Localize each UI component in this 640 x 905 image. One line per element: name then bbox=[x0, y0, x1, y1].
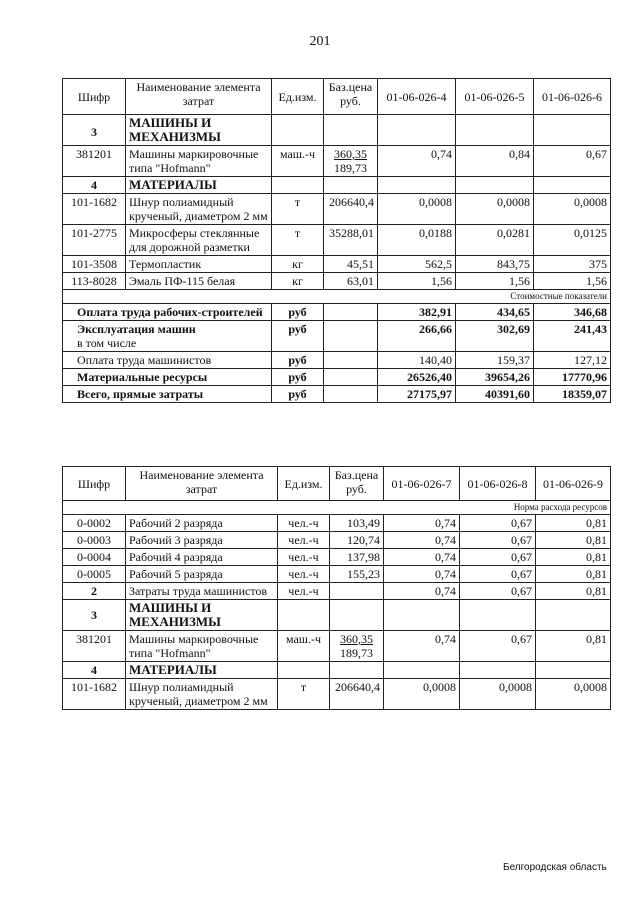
row-value-3: 375 bbox=[534, 256, 611, 273]
total-name: Оплата труда рабочих-строителей bbox=[63, 304, 272, 321]
col-header-unit: Ед.изм. bbox=[272, 79, 324, 115]
col-header-price: Баз.цена руб. bbox=[330, 467, 384, 501]
table-row bbox=[63, 194, 611, 225]
col-header-norm-3: 01-06-026-6 bbox=[534, 79, 611, 115]
row-price: 63,01 bbox=[324, 273, 378, 290]
row-price: 103,49 bbox=[330, 515, 384, 532]
row-value-1: 1,56 bbox=[378, 273, 456, 290]
section-title: МАШИНЫ И МЕХАНИЗМЫ bbox=[126, 600, 278, 631]
col-header-norm-3: 01-06-026-9 bbox=[536, 467, 611, 501]
row-price: 206640,4 bbox=[324, 194, 378, 225]
row-value-2: 0,67 bbox=[460, 566, 536, 583]
col-header-name: Наименование элемента затрат bbox=[126, 467, 278, 501]
section-number: 2 bbox=[63, 583, 126, 600]
row-value-1: 0,0008 bbox=[378, 194, 456, 225]
table-row bbox=[63, 566, 611, 583]
col-header-norm-2: 01-06-026-5 bbox=[456, 79, 534, 115]
row-code: 381201 bbox=[63, 146, 126, 177]
row-name: Шнур полиамидный крученый, диаметром 2 мм bbox=[126, 679, 278, 710]
row-value-3: 0,0125 bbox=[534, 225, 611, 256]
row-value-3: 0,0008 bbox=[534, 194, 611, 225]
table-row bbox=[63, 631, 611, 662]
row-value-2: 0,0008 bbox=[456, 194, 534, 225]
row-value-3: 0,81 bbox=[536, 532, 611, 549]
total-row bbox=[63, 369, 611, 386]
section-number: 3 bbox=[63, 115, 126, 146]
cost-indicators-label: Стоимостные показатели bbox=[63, 290, 611, 304]
row-name: Машины маркировочные типа "Hofmann" bbox=[126, 631, 278, 662]
table-header-row bbox=[63, 467, 611, 501]
table-row bbox=[63, 679, 611, 710]
row-code: 101-3508 bbox=[63, 256, 126, 273]
row-name: Машины маркировочные типа "Hofmann" bbox=[126, 146, 272, 177]
row-value-2: 0,67 bbox=[460, 583, 536, 600]
table-row bbox=[63, 532, 611, 549]
row-value-1: 0,74 bbox=[384, 583, 460, 600]
table-row bbox=[63, 146, 611, 177]
row-price: 137,98 bbox=[330, 549, 384, 566]
row-name: Рабочий 3 разряда bbox=[126, 532, 278, 549]
row-value-3: 0,81 bbox=[536, 566, 611, 583]
col-header-code: Шифр bbox=[63, 79, 126, 115]
table-header-row bbox=[63, 79, 611, 115]
row-value-2: 0,67 bbox=[460, 631, 536, 662]
row-value-2: 843,75 bbox=[456, 256, 534, 273]
row-value-1: 0,0008 bbox=[384, 679, 460, 710]
row-price: 45,51 bbox=[324, 256, 378, 273]
section-row bbox=[63, 662, 611, 679]
row-unit: чел.-ч bbox=[278, 583, 330, 600]
row-name: Затраты труда машинистов bbox=[126, 583, 278, 600]
row-unit: чел.-ч bbox=[278, 515, 330, 532]
row-name: Рабочий 4 разряда bbox=[126, 549, 278, 566]
row-unit: кг bbox=[272, 273, 324, 290]
row-value-2: 0,0008 bbox=[460, 679, 536, 710]
row-value-3: 0,67 bbox=[534, 146, 611, 177]
total-name: Всего, прямые затраты bbox=[63, 386, 272, 403]
row-value-1: 0,74 bbox=[378, 146, 456, 177]
total-value-2: 434,65 bbox=[456, 304, 534, 321]
total-name: Оплата труда машинистов bbox=[63, 352, 272, 369]
total-value-2: 39654,26 bbox=[456, 369, 534, 386]
table-row bbox=[63, 549, 611, 566]
total-row bbox=[63, 352, 611, 369]
row-code: 113-8028 bbox=[63, 273, 126, 290]
row-value-2: 0,0281 bbox=[456, 225, 534, 256]
total-unit: руб bbox=[272, 352, 324, 369]
section-number: 3 bbox=[63, 600, 126, 631]
table-row bbox=[63, 256, 611, 273]
row-unit: чел.-ч bbox=[278, 532, 330, 549]
row-name: Рабочий 2 разряда bbox=[126, 515, 278, 532]
row-unit: т bbox=[278, 679, 330, 710]
row-code: 101-1682 bbox=[63, 679, 126, 710]
total-name: Эксплуатация машин в том числе bbox=[63, 321, 272, 352]
total-value-3: 18359,07 bbox=[534, 386, 611, 403]
row-value-3: 0,81 bbox=[536, 583, 611, 600]
section-title: МАТЕРИАЛЫ bbox=[126, 662, 278, 679]
row-price: 206640,4 bbox=[330, 679, 384, 710]
row-value-3: 0,0008 bbox=[536, 679, 611, 710]
row-unit: чел.-ч bbox=[278, 566, 330, 583]
row-value-3: 0,81 bbox=[536, 515, 611, 532]
total-value-3: 17770,96 bbox=[534, 369, 611, 386]
row-code: 0-0004 bbox=[63, 549, 126, 566]
col-header-price: Баз.цена руб. bbox=[324, 79, 378, 115]
total-value-1: 26526,40 bbox=[378, 369, 456, 386]
section-number: 4 bbox=[63, 177, 126, 194]
row-value-1: 0,74 bbox=[384, 631, 460, 662]
row-value-1: 0,74 bbox=[384, 566, 460, 583]
row-code: 0-0005 bbox=[63, 566, 126, 583]
total-unit: руб bbox=[272, 321, 324, 352]
row-price: 360,35 189,73 bbox=[330, 631, 384, 662]
section-row bbox=[63, 583, 611, 600]
row-price: 35288,01 bbox=[324, 225, 378, 256]
col-header-norm-1: 01-06-026-4 bbox=[378, 79, 456, 115]
row-value-3: 1,56 bbox=[534, 273, 611, 290]
total-value-3: 127,12 bbox=[534, 352, 611, 369]
total-value-1: 382,91 bbox=[378, 304, 456, 321]
row-price: 360,35 189,73 bbox=[324, 146, 378, 177]
row-code: 381201 bbox=[63, 631, 126, 662]
row-name: Шнур полиамидный крученый, диаметром 2 мм bbox=[126, 194, 272, 225]
total-value-1: 27175,97 bbox=[378, 386, 456, 403]
col-header-code: Шифр bbox=[63, 467, 126, 501]
total-unit: руб bbox=[272, 369, 324, 386]
row-unit: маш.-ч bbox=[272, 146, 324, 177]
row-unit: т bbox=[272, 194, 324, 225]
total-unit: руб bbox=[272, 386, 324, 403]
resource-table-2 bbox=[62, 466, 611, 710]
row-price: 120,74 bbox=[330, 532, 384, 549]
total-value-2: 159,37 bbox=[456, 352, 534, 369]
table-row bbox=[63, 273, 611, 290]
footer-region: Белгородская область bbox=[503, 862, 607, 873]
row-code: 0-0002 bbox=[63, 515, 126, 532]
table-row bbox=[63, 225, 611, 256]
row-value-1: 0,74 bbox=[384, 515, 460, 532]
row-price: 155,23 bbox=[330, 566, 384, 583]
total-row bbox=[63, 321, 611, 352]
norm-label: Норма расхода ресурсов bbox=[63, 501, 611, 515]
section-row bbox=[63, 600, 611, 631]
row-name: Микросферы стеклянные для дорожной разметки bbox=[126, 225, 272, 256]
col-header-name: Наименование элемента затрат bbox=[126, 79, 272, 115]
total-value-2: 40391,60 bbox=[456, 386, 534, 403]
norm-label-row bbox=[63, 501, 611, 515]
row-value-1: 0,0188 bbox=[378, 225, 456, 256]
row-code: 101-1682 bbox=[63, 194, 126, 225]
col-header-norm-1: 01-06-026-7 bbox=[384, 467, 460, 501]
row-unit: т bbox=[272, 225, 324, 256]
row-value-3: 0,81 bbox=[536, 631, 611, 662]
row-value-1: 0,74 bbox=[384, 549, 460, 566]
row-unit: чел.-ч bbox=[278, 549, 330, 566]
total-value-1: 266,66 bbox=[378, 321, 456, 352]
total-name: Материальные ресурсы bbox=[63, 369, 272, 386]
page-number: 201 bbox=[309, 34, 331, 49]
section-number: 4 bbox=[63, 662, 126, 679]
resource-table-1 bbox=[62, 78, 611, 403]
total-value-3: 346,68 bbox=[534, 304, 611, 321]
cost-label-row bbox=[63, 290, 611, 304]
row-code: 101-2775 bbox=[63, 225, 126, 256]
row-unit: кг bbox=[272, 256, 324, 273]
row-value-2: 0,67 bbox=[460, 532, 536, 549]
row-value-2: 0,84 bbox=[456, 146, 534, 177]
table-row bbox=[63, 515, 611, 532]
row-unit: маш.-ч bbox=[278, 631, 330, 662]
row-code: 0-0003 bbox=[63, 532, 126, 549]
section-title: МАШИНЫ И МЕХАНИЗМЫ bbox=[126, 115, 272, 146]
row-name: Рабочий 5 разряда bbox=[126, 566, 278, 583]
col-header-norm-2: 01-06-026-8 bbox=[460, 467, 536, 501]
section-row bbox=[63, 177, 611, 194]
section-title: МАТЕРИАЛЫ bbox=[126, 177, 272, 194]
total-value-1: 140,40 bbox=[378, 352, 456, 369]
total-row bbox=[63, 304, 611, 321]
total-value-3: 241,43 bbox=[534, 321, 611, 352]
col-header-unit: Ед.изм. bbox=[278, 467, 330, 501]
section-row bbox=[63, 115, 611, 146]
total-unit: руб bbox=[272, 304, 324, 321]
row-value-1: 0,74 bbox=[384, 532, 460, 549]
row-value-1: 562,5 bbox=[378, 256, 456, 273]
row-value-2: 0,67 bbox=[460, 515, 536, 532]
total-value-2: 302,69 bbox=[456, 321, 534, 352]
row-name: Эмаль ПФ-115 белая bbox=[126, 273, 272, 290]
row-value-3: 0,81 bbox=[536, 549, 611, 566]
row-value-2: 1,56 bbox=[456, 273, 534, 290]
row-name: Термопластик bbox=[126, 256, 272, 273]
row-value-2: 0,67 bbox=[460, 549, 536, 566]
total-row bbox=[63, 386, 611, 403]
